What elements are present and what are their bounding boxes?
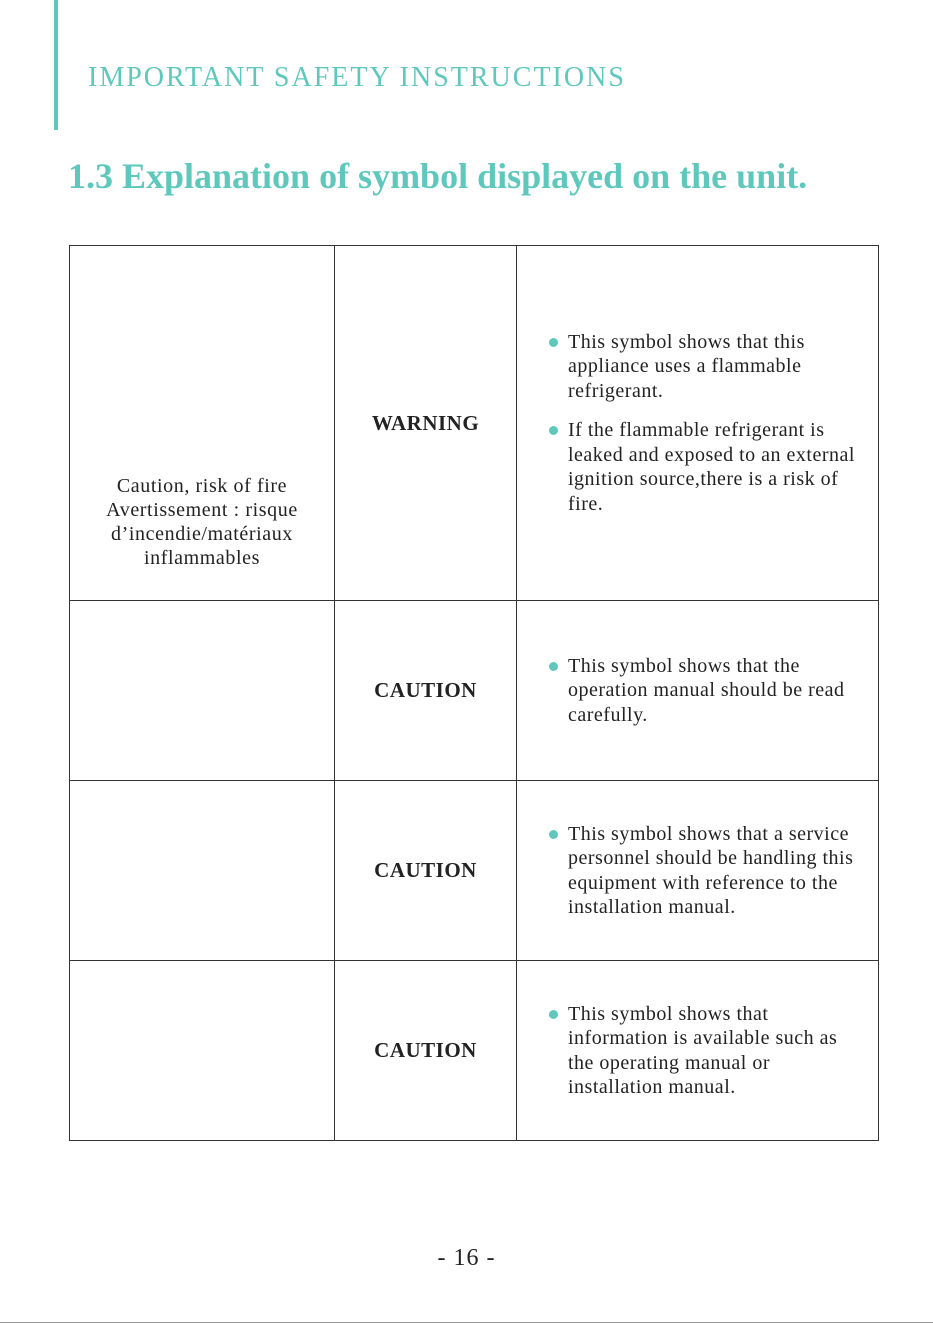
table-row bbox=[70, 601, 879, 781]
symbol-cell-information bbox=[70, 961, 335, 1141]
section-title: 1.3 Explanation of symbol displayed on the unit. bbox=[68, 156, 808, 196]
bullet-text: This symbol shows that the operation manual should be read carefully. bbox=[568, 654, 845, 726]
signal-word-caution: CAUTION bbox=[374, 678, 477, 702]
table-row bbox=[70, 961, 879, 1141]
caption-line: Caution, risk of fire bbox=[116, 475, 288, 497]
description-cell bbox=[517, 246, 879, 601]
signal-word-warning: WARNING bbox=[371, 410, 480, 435]
description-bullet bbox=[549, 330, 858, 404]
description-cell bbox=[517, 601, 879, 781]
description-bullet bbox=[549, 822, 858, 920]
bullet-text: This symbol shows that information is available such as the operating manual or installation manual. bbox=[568, 1002, 838, 1098]
description-cell bbox=[517, 781, 879, 961]
bullet-dot-icon bbox=[549, 1010, 558, 1019]
bullet-text: If the flammable refrigerant is leaked and exposed to an external ignition source,there is a risk of fire. bbox=[568, 419, 855, 515]
signal-word-cell bbox=[335, 781, 517, 961]
symbol-cell-service-personnel bbox=[70, 781, 335, 961]
symbol-caption bbox=[70, 474, 334, 570]
bullet-text: This symbol shows that this appliance uses a flammable refrigerant. bbox=[568, 330, 805, 402]
bullet-dot-icon bbox=[549, 830, 558, 839]
symbol-cell-fire bbox=[70, 246, 335, 601]
signal-word-caution: CAUTION bbox=[374, 858, 477, 882]
header-accent-bar bbox=[54, 0, 58, 130]
table-row bbox=[70, 246, 879, 601]
caption-line: Avertissement : risque bbox=[106, 499, 298, 521]
bullet-dot-icon bbox=[549, 662, 558, 671]
bullet-text: This symbol shows that a service personnel should be handling this equipment with reference to the installation manual. bbox=[568, 822, 854, 918]
table-row bbox=[70, 781, 879, 961]
symbol-cell-operation-manual bbox=[70, 601, 335, 781]
bullet-dot-icon bbox=[549, 338, 558, 347]
signal-word-caution: CAUTION bbox=[374, 1038, 477, 1062]
page-number: - 16 - bbox=[437, 1245, 496, 1271]
bottom-divider bbox=[0, 1322, 933, 1323]
description-bullet bbox=[549, 1002, 858, 1100]
caption-line: d’incendie/matériaux bbox=[111, 523, 293, 545]
description-bullet bbox=[549, 654, 858, 728]
signal-word-cell bbox=[335, 601, 517, 781]
bullet-dot-icon bbox=[549, 426, 558, 435]
symbol-table bbox=[69, 245, 879, 1141]
description-cell bbox=[517, 961, 879, 1141]
signal-word-cell bbox=[335, 246, 517, 601]
signal-word-cell bbox=[335, 961, 517, 1141]
description-bullet bbox=[549, 418, 858, 516]
caption-line: inflammables bbox=[143, 547, 261, 569]
header-title: IMPORTANT SAFETY INSTRUCTIONS bbox=[88, 62, 626, 93]
